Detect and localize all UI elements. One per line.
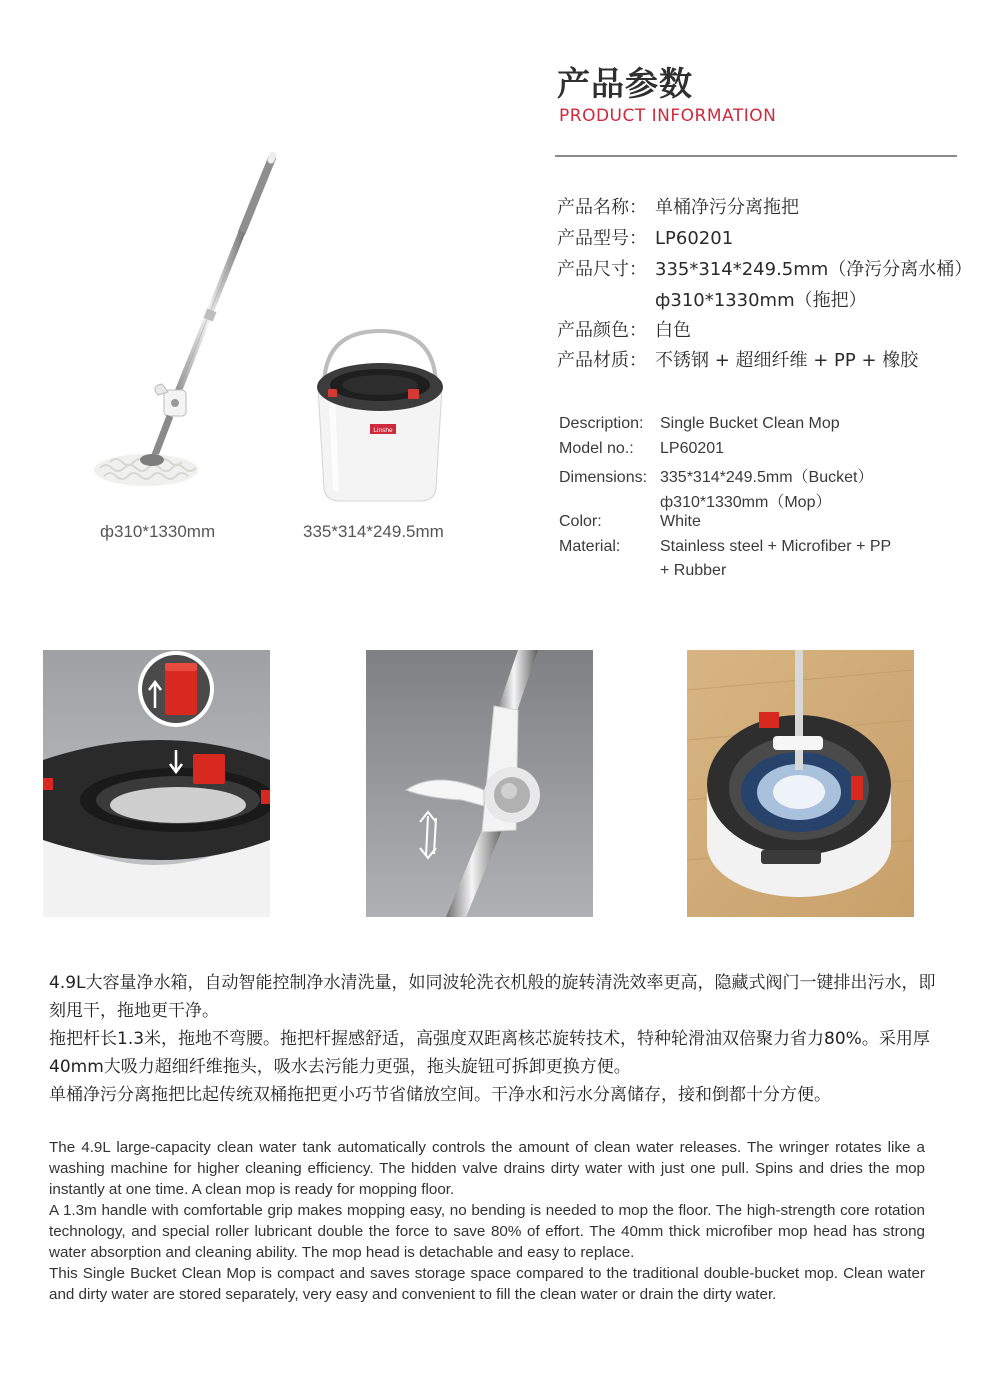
photo-bucket-on-floor [687, 650, 914, 917]
spec-value: LP60201 [655, 228, 734, 249]
spec-label: 产品颜色： [557, 320, 647, 341]
heading-divider [555, 155, 957, 157]
spec-value: Single Bucket Clean Mop [660, 415, 840, 432]
spec-label: 产品名称： [557, 197, 647, 218]
spec-row-color-en [559, 513, 701, 531]
spec-row-material-en [559, 538, 891, 556]
photo-bucket-valve [43, 650, 270, 917]
photo-handle-joint [366, 650, 593, 917]
spec-value: 不锈钢 + 超细纤维 + PP + 橡胶 [655, 350, 919, 371]
spec-value: White [660, 513, 701, 530]
spec-label: 产品材质： [557, 350, 647, 371]
spec-value: 335*314*249.5mm（净污分离水桶） [655, 259, 973, 280]
description-en-paragraph: A 1.3m handle with comfortable grip makes mopping easy, no bending is needed to mop the floor. The high-strength core rotation technology, and special roller lubricant double the force to save 80% of effort. The 40mm thick microfiber mop head has strong water absorption and cleaning ability. The mop head is detachable and easy to replace. [49, 1202, 925, 1261]
description-cn-paragraph: 拖把杆长1.3米，拖地不弯腰。拖把杆握感舒适，高强度双距离核芯旋转技术，特种轮滑油双倍聚力省力80%。采用厚40mm大吸力超细纤维拖头，吸水去污能力更强，拖头旋钮可拆卸更换方便。 [49, 1029, 930, 1077]
description-cn-paragraph: 4.9L大容量净水箱，自动智能控制净水清洗量，如同波轮洗衣机般的旋转清洗效率更高，隐藏式阀门一键排出污水，即刻甩干，拖地更干净。 [49, 973, 936, 1021]
description-en [49, 1137, 925, 1305]
spec-row-model-cn [557, 224, 733, 250]
description-cn [49, 969, 949, 1109]
spec-row-model-en [559, 440, 724, 458]
spec-label: Color: [559, 513, 602, 530]
spec-label: 产品尺寸： [557, 259, 647, 280]
spec-row-material-cn [557, 346, 918, 372]
spec-row-color-cn [557, 316, 691, 342]
page-title-cn: 产品参数 [557, 64, 693, 103]
spec-row-size2-cn [557, 286, 867, 312]
spec-row-dimensions2-en [559, 489, 831, 512]
spec-value: Stainless steel + Microfiber + PP [660, 538, 892, 555]
mop-product-illustration [90, 150, 290, 500]
spec-row-dimensions-en [559, 464, 873, 487]
mop-dimension-caption: ф310*1330mm [100, 522, 216, 541]
spec-value: 335*314*249.5mm（Bucket） [660, 469, 874, 486]
spec-value: + Rubber [660, 562, 727, 579]
bucket-dimension-caption: 335*314*249.5mm [303, 522, 444, 541]
spec-label: Description: [559, 415, 644, 432]
description-en-paragraph: This Single Bucket Clean Mop is compact and saves storage space compared to the traditional double-bucket mop. Clean water and dirty water are stored separately, very easy and convenient to fill the clean water or drain the dirty water. [49, 1265, 925, 1303]
spec-value: LP60201 [660, 440, 725, 457]
description-cn-paragraph: 单桶净污分离拖把比起传统双桶拖把更小巧节省储放空间。干净水和污水分离储存，接和倒都十分方便。 [49, 1085, 831, 1105]
spec-label: Model no.: [559, 440, 634, 457]
description-en-paragraph: The 4.9L large-capacity clean water tank automatically controls the amount of clean water releases. The wringer rotates like a washing machine for higher cleaning efficiency. The hidden valve drains dirty water with just one pull. Spins and dries the mop instantly at one time. A clean mop is ready for mopping floor. [49, 1139, 925, 1198]
spec-row-material2-en [559, 562, 726, 580]
spec-label: Dimensions: [559, 469, 648, 486]
spec-row-name-cn [557, 193, 799, 219]
spec-label: Material: [559, 538, 621, 555]
spec-value: 白色 [655, 320, 691, 341]
bucket-product-illustration [310, 325, 450, 505]
spec-value: 单桶净污分离拖把 [655, 197, 799, 218]
spec-row-description-en [559, 415, 840, 433]
spec-label: 产品型号： [557, 228, 647, 249]
page-title-en: PRODUCT INFORMATION [559, 106, 777, 126]
bucket-brand-logo: Linshe [373, 427, 393, 434]
spec-value: ф310*1330mm（Mop） [660, 494, 832, 511]
spec-row-size-cn [557, 255, 972, 281]
spec-value: ф310*1330mm（拖把） [655, 290, 867, 311]
